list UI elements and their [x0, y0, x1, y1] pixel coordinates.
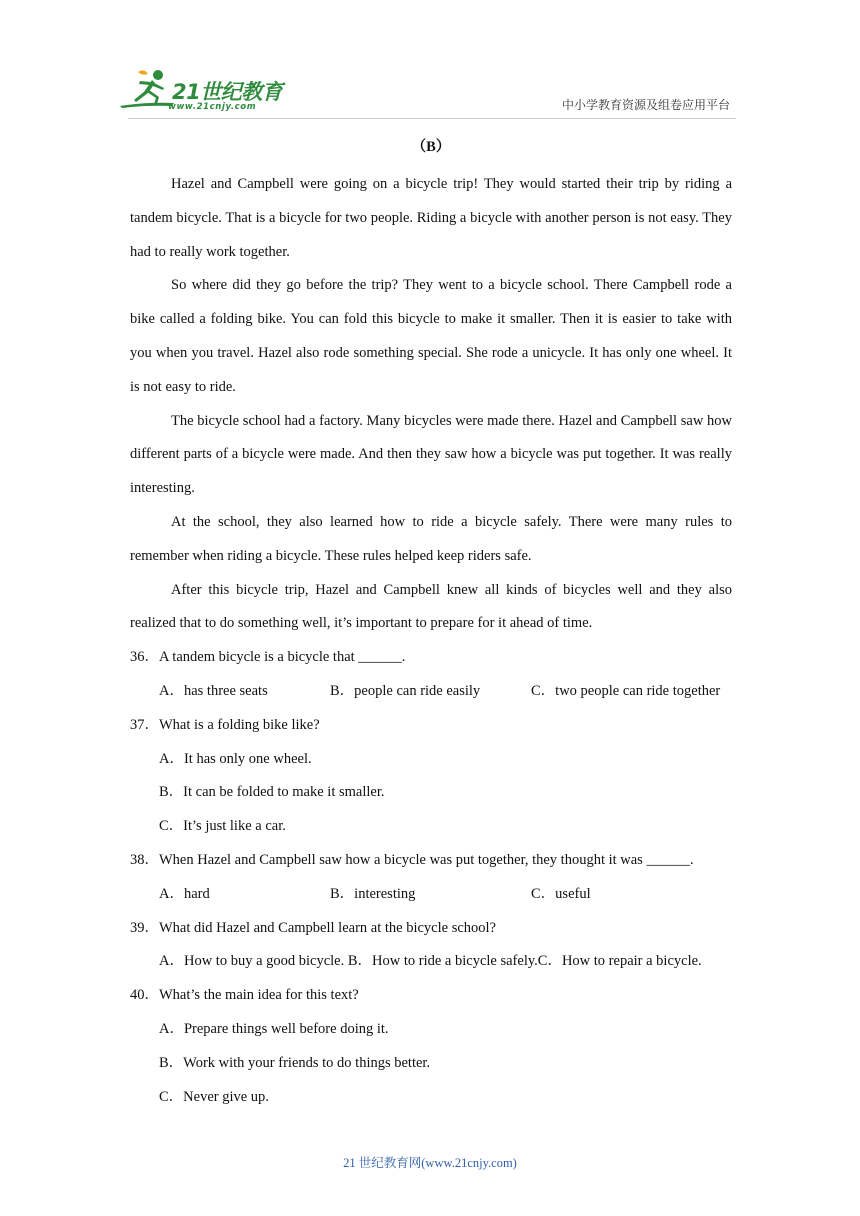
page-footer[interactable]: 21 世纪教育网(www.21cnjy.com) [343, 1156, 517, 1170]
question-39 [130, 912, 732, 980]
logo-url: www.21cnjy.com [168, 102, 257, 112]
option-b: B．people can ride easily [330, 682, 481, 699]
passage-paragraph: So where did they go before the trip? They went to a bicycle school. There Campbell rode a bike called a folding bike. You can fold this bicycle to make it smaller. Then it is easier to take with you when you travel. Hazel also rode something special. She rode a unicycle. It has only one wheel. It is not easy to ride. [130, 277, 732, 395]
option-b: B．It can be folded to make it smaller. [159, 784, 385, 801]
option-c: C．It’s just like a car. [159, 818, 286, 835]
question-38 [130, 844, 732, 912]
question-stem: 37．What is a folding bike like? [130, 716, 320, 733]
section-title: （B） [411, 139, 451, 155]
option-c: C．Never give up. [159, 1088, 269, 1105]
options-row [130, 675, 732, 709]
passage-paragraph: The bicycle school had a factory. Many bicycles were made there. Hazel and Campbell saw how different parts of a bicycle were made. And then they saw how a bicycle was put together. It was really interesting. [130, 412, 732, 497]
option-b: B．interesting [330, 885, 416, 902]
reading-passage [130, 168, 732, 641]
option-a: A．It has only one wheel. [159, 750, 312, 767]
document-body [130, 134, 732, 1114]
option-a: A．Prepare things well before doing it. [159, 1020, 389, 1037]
question-stem: 38．When Hazel and Campbell saw how a bicycle was put together, they thought it was ______. [130, 851, 694, 868]
passage-paragraph: At the school, they also learned how to ride a bicycle safely. There were many rules to remember when riding a bicycle. These rules helped keep riders safe. [130, 513, 732, 564]
page-header [118, 66, 736, 122]
option-c: C．useful [531, 885, 591, 902]
question-37 [130, 709, 732, 844]
option-b: B．Work with your friends to do things better. [159, 1054, 431, 1071]
site-logo[interactable] [118, 66, 298, 118]
question-stem: 36．A tandem bicycle is a bicycle that ______. [130, 649, 406, 666]
options-line: A．How to buy a good bicycle. B．How to ride a bicycle safely.C．How to repair a bicycle. [159, 953, 702, 970]
passage-paragraph: After this bicycle trip, Hazel and Campbell knew all kinds of bicycles well and they also realized that to do something well, it’s important to prepare for it ahead of time. [130, 581, 732, 632]
header-tagline: 中小学教育资源及组卷应用平台 [561, 98, 730, 112]
option-c: C．two people can ride together [531, 682, 721, 699]
question-40 [130, 979, 732, 1114]
question-stem: 39．What did Hazel and Campbell learn at the bicycle school? [130, 919, 496, 936]
option-a: A．has three seats [159, 682, 268, 699]
question-36 [130, 641, 732, 709]
question-stem: 40．What’s the main idea for this text? [130, 987, 359, 1004]
options-row [130, 878, 732, 912]
logo-name: 21世纪教育 [172, 80, 283, 104]
passage-paragraph: Hazel and Campbell were going on a bicycle trip! They would started their trip by riding a tandem bicycle. That is a bicycle for two people. Riding a bicycle with another person is not easy. They had to really work together. [130, 176, 732, 260]
option-a: A．hard [159, 885, 210, 902]
header-divider [128, 118, 736, 119]
